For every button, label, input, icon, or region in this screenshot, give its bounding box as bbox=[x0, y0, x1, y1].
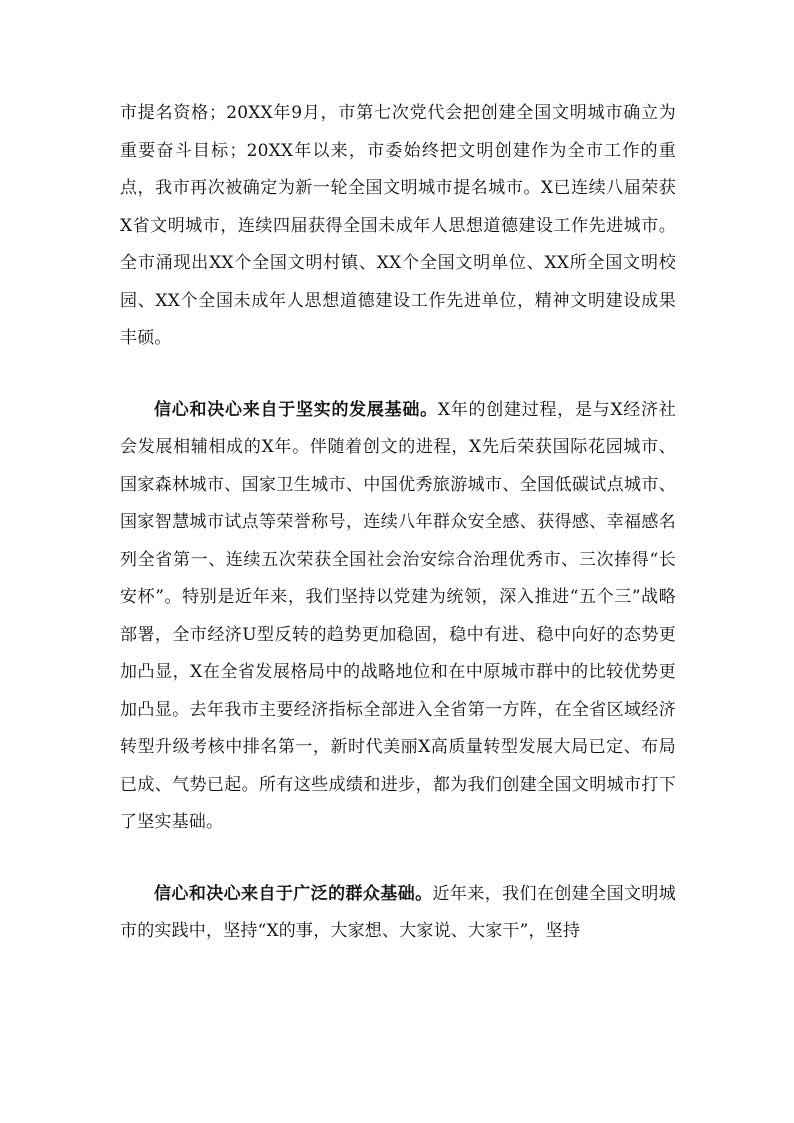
paragraph-3 bbox=[120, 876, 676, 951]
paragraph-1-text: 市提名资格；20XX年9月，市第七次党代会把创建全国文明城市确立为重要奋斗目标；20XX年以来，市委始终把文明创建作为全市工作的重点，我市再次被确定为新一轮全国文明城市提名城市。X已连续八届荣获X省文明城市，连续四届获得全国未成年人思想道德建设工作先进城市。全市涌现出XX个全国文明村镇、XX个全国文明单位、XX所全国文明校园、XX个全国未成年人思想道德建设工作先进单位，精神文明建设成果丰硕。 bbox=[120, 103, 676, 348]
paragraph-2 bbox=[120, 392, 676, 842]
paragraph-2-lead: 信心和决心来自于坚实的发展基础。 bbox=[154, 399, 438, 420]
paragraph-3-lead: 信心和决心来自于广泛的群众基础。 bbox=[154, 883, 433, 904]
document-body bbox=[120, 95, 676, 951]
paragraph-1 bbox=[120, 95, 676, 358]
paragraph-2-text: X年的创建过程，是与X经济社会发展相辅相成的X年。伴随着创文的进程，X先后荣获国际花园城市、国家森林城市、国家卫生城市、中国优秀旅游城市、全国低碳试点城市、国家智慧城市试点等荣誉称号，连续八年群众安全感、获得感、幸福感名列全省第一、连续五次荣获全国社会治安综合治理优秀市、三次捧得“长安杯”。特别是近年来，我们坚持以党建为统领，深入推进“五个三”战略部署，全市经济U型反转的趋势更加稳固，稳中有进、稳中向好的态势更加凸显，X在全省发展格局中的战略地位和在中原城市群中的比较优势更加凸显。去年我市主要经济指标全部进入全省第一方阵，在全省区域经济转型升级考核中排名第一，新时代美丽X高质量转型发展大局已定、布局已成、气势已起。所有这些成绩和进步，都为我们创建全国文明城市打下了坚实基础。 bbox=[120, 399, 676, 832]
paragraph-3-text: 近年来，我们在创建全国文明城市的实践中，坚持“X的事，大家想、大家说、大家干”，坚持 bbox=[120, 883, 676, 941]
